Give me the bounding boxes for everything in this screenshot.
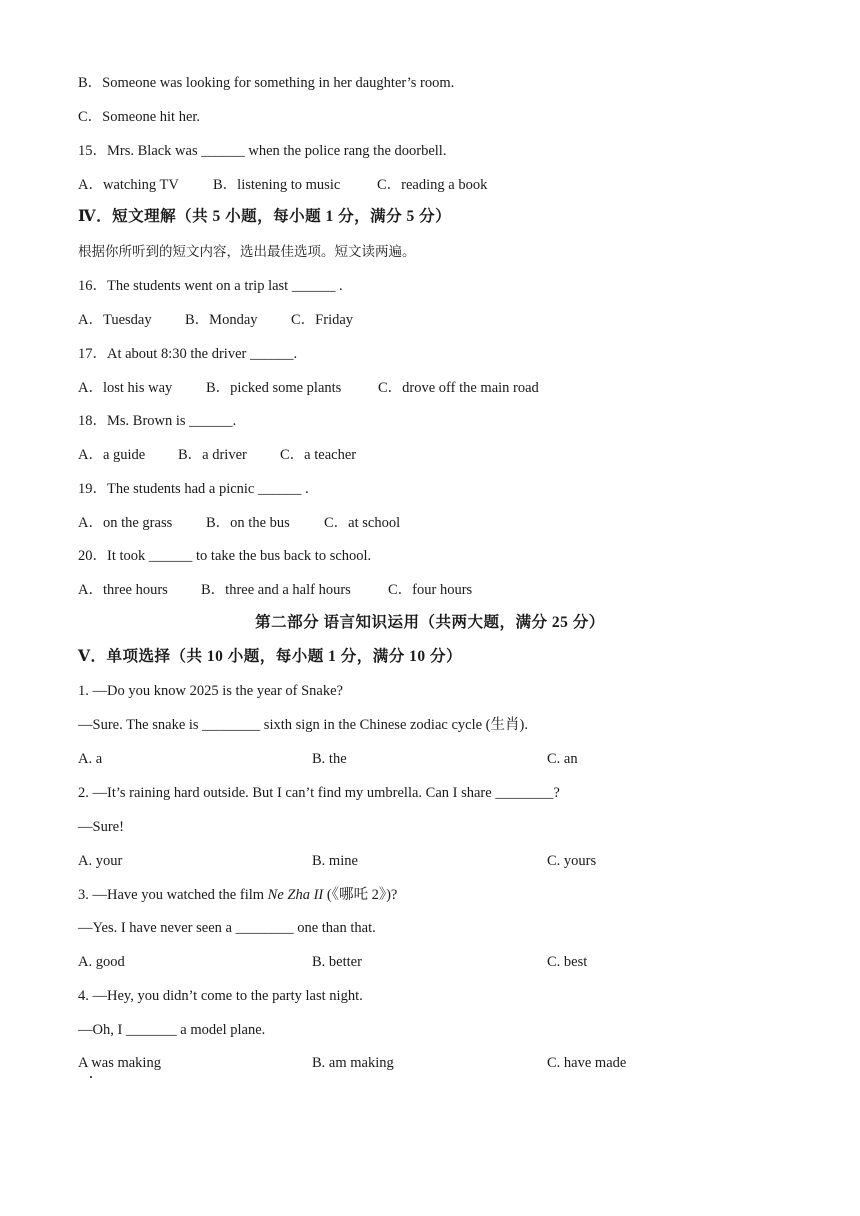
q15-option-b[interactable]: B．listening to music	[213, 177, 341, 193]
q1-line-2: —Sure. The snake is ________ sixth sign in the Chinese zodiac cycle (生肖).	[78, 717, 528, 733]
q1-option-a[interactable]: A. a	[78, 751, 103, 767]
section-5-heading: Ⅴ．单项选择（共 10 小题，每小题 1 分，满分 10 分）	[78, 648, 463, 665]
q16-option-a[interactable]: A．Tuesday	[78, 312, 152, 328]
q19-stem: 19．The students had a picnic ______ .	[78, 481, 309, 497]
q16-stem: 16．The students went on a trip last ______ .	[78, 278, 343, 294]
q3-option-c[interactable]: C. best	[547, 954, 588, 970]
q3-line-1-post: (《哪吒 2》)?	[323, 887, 398, 903]
q4-option-c[interactable]: C. have made	[547, 1055, 627, 1071]
q2-line-1: 2. —It’s raining hard outside. But I can’t find my umbrella. Can I share ________?	[78, 785, 560, 801]
q17-option-b[interactable]: B．picked some plants	[206, 380, 342, 396]
q15-option-a[interactable]: A．watching TV	[78, 177, 179, 193]
q16-option-c[interactable]: C．Friday	[291, 312, 354, 328]
option-a-dot-mark	[90, 1076, 92, 1078]
q3-line-1	[78, 886, 397, 904]
q2-option-a[interactable]: A. your	[78, 853, 123, 869]
q3-line-2: —Yes. I have never seen a ________ one than that.	[78, 920, 376, 936]
section-4-instruction: 根据你所听到的短文内容，选出最佳选项。短文读两遍。	[78, 244, 416, 259]
q15-stem: 15．Mrs. Black was ______ when the police rang the doorbell.	[78, 143, 447, 159]
q20-option-b[interactable]: B．three and a half hours	[201, 582, 351, 598]
q19-option-b[interactable]: B．on the bus	[206, 515, 290, 531]
q3-line-1-pre: 3. —Have you watched the film	[78, 887, 268, 903]
q18-option-a[interactable]: A．a guide	[78, 447, 146, 463]
q17-stem: 17．At about 8:30 the driver ______.	[78, 346, 298, 362]
q18-option-b[interactable]: B．a driver	[178, 447, 247, 463]
q19-option-a[interactable]: A．on the grass	[78, 515, 173, 531]
q4-line-2: —Oh, I _______ a model plane.	[78, 1022, 266, 1038]
q4-option-b[interactable]: B. am making	[312, 1055, 394, 1071]
q3-film-title: Ne Zha II	[267, 887, 324, 903]
q1-option-b[interactable]: B. the	[312, 751, 347, 767]
q14-option-c[interactable]: C．Someone hit her.	[78, 109, 201, 125]
q17-option-c[interactable]: C．drove off the main road	[378, 380, 539, 396]
q17-option-a[interactable]: A．lost his way	[78, 380, 173, 396]
q20-stem: 20．It took ______ to take the bus back to school.	[78, 548, 372, 564]
q20-option-a[interactable]: A．three hours	[78, 582, 168, 598]
q16-option-b[interactable]: B．Monday	[185, 312, 258, 328]
q14-option-b[interactable]: B．Someone was looking for something in her daughter’s room.	[78, 75, 455, 91]
q18-option-c[interactable]: C．a teacher	[280, 447, 357, 463]
q3-option-b[interactable]: B. better	[312, 954, 362, 970]
q18-stem: 18．Ms. Brown is ______.	[78, 413, 237, 429]
part-2-heading: 第二部分 语言知识运用（共两大题，满分 25 分）	[255, 614, 605, 631]
q20-option-c[interactable]: C．four hours	[388, 582, 473, 598]
q1-line-1: 1. —Do you know 2025 is the year of Snake?	[78, 683, 343, 699]
q4-option-a[interactable]: A was making	[78, 1055, 161, 1071]
section-4-heading: Ⅳ．短文理解（共 5 小题，每小题 1 分，满分 5 分）	[78, 208, 452, 225]
q2-line-2: —Sure!	[78, 819, 124, 835]
q1-option-c[interactable]: C. an	[547, 751, 578, 767]
q2-option-b[interactable]: B. mine	[312, 853, 358, 869]
q15-option-c[interactable]: C．reading a book	[377, 177, 488, 193]
q3-option-a[interactable]: A. good	[78, 954, 125, 970]
q2-option-c[interactable]: C. yours	[547, 853, 597, 869]
q4-line-1: 4. —Hey, you didn’t come to the party last night.	[78, 988, 363, 1004]
q19-option-c[interactable]: C．at school	[324, 515, 401, 531]
